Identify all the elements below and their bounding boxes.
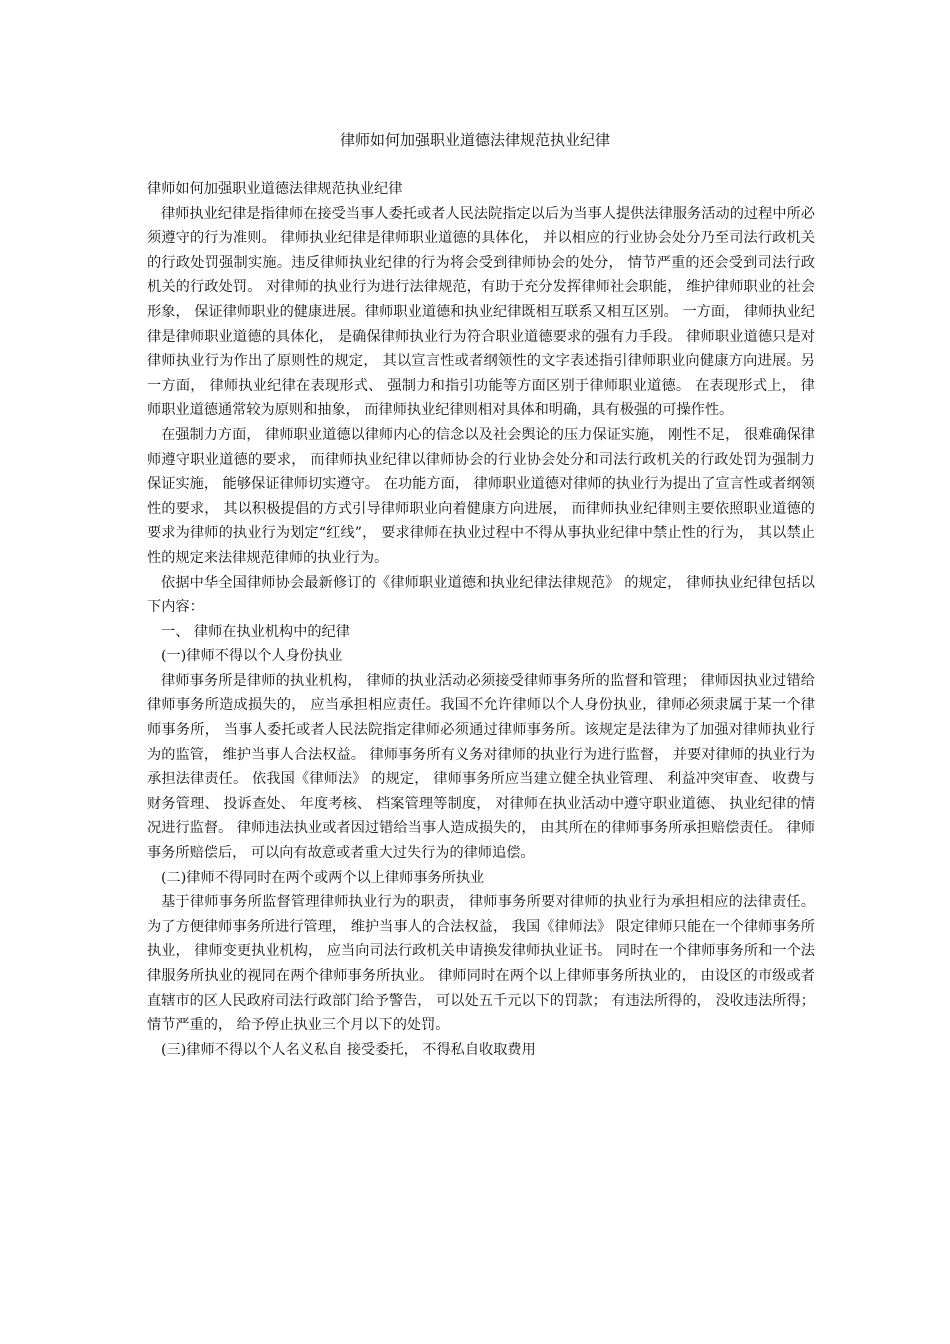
paragraph: 律师执业纪律是指律师在接受当事人委托或者人民法院指定以后为当事人提供法律服务活动的过程中所必须遵守的行为准则。 律师执业纪律是律师职业道德的具体化， 并以相应的行业协会处分乃至司法行政机关的行政处罚强制实施。违反律师执业纪律的行为将会受到律师协会的处分， 情节严重的还会受到司法行政机关的行政处罚。 对律师的执业行为进行法律规范，有助于充分发挥律师社会职能， 维护律师职业的社会形象， 保证律师职业的健康进展。律师职业道德和执业纪律既相互联系又相互区别。 一方面， 律师执业纪律是律师职业道德的具体化， 是确保律师执业行为符合职业道德要求的强有力手段。 律师职业道德只是对律师执业行为作出了原则性的规定， 其以宣言性或者纲领性的文字表述指引律师职业向健康方向进展。另一方面， 律师执业纪律在表现形式、 强制力和指引功能等方面区别于律师职业道德。 在表现形式上， 律师职业道德通常较为原则和抽象， 而律师执业纪律则相对具体和明确，具有极强的可操作性。 <box>147 205 815 419</box>
paragraph: 基于律师事务所监督管理律师执业行为的职责， 律师事务所要对律师的执业行为承担相应的法律责任。 为了方便律师事务所进行管理， 维护当事人的合法权益， 我国《律师法》 限定律师只能在一个律师事务所执业， 律师变更执业机构， 应当向司法行政机关申请换发律师执业证书。 同时在一个律师事务所和一个法律服务所执业的视同在两个律师事务所执业。 律师同时在两个以上律师事务所执业的， 由设区的市级或者直辖市的区人民政府司法行政部门给予警告， 可以处五千元以下的罚款； 有违法所得的， 没收违法所得； 情节严重的， 给予停止执业三个月以下的处罚。 <box>147 894 815 1034</box>
subsection-heading: (一)律师不得以个人身份执业 <box>161 648 343 665</box>
paragraph: 在强制力方面， 律师职业道德以律师内心的信念以及社会舆论的压力保证实施， 刚性不足， 很难确保律师遵守职业道德的要求， 而律师执业纪律以律师协会的行业协会处分和司法行政机关的行政处罚为强制力保证实施， 能够保证律师切实遵守。 在功能方面， 律师职业道德对律师的执业行为提出了宣言性或者纲领性的要求， 其以积极提倡的方式引导律师职业向着健康方向进展， 而律师执业纪律则主要依照职业道德的要求为律师的执业行为划定“红线”， 要求律师在执业过程中不得从事执业纪律中禁止性的行为， 其以禁止性的规定来法律规范律师的执业行为。 <box>147 426 815 566</box>
body-heading: 律师如何加强职业道德法律规范执业纪律 <box>147 181 403 197</box>
section-heading: 一、 律师在执业机构中的纪律 <box>161 623 350 640</box>
paragraph: 依据中华全国律师协会最新修订的《律师职业道德和执业纪律法律规范》 的规定， 律师执业纪律包括以下内容： <box>147 574 815 616</box>
paragraph: 律师事务所是律师的执业机构， 律师的执业活动必须接受律师事务所的监督和管理； 律师因执业过错给律师事务所造成损失的， 应当承担相应责任。我国不允许律师以个人身份执业，律师必须隶属于某一个律师事务所， 当事人委托或者人民法院指定律师必须通过律师事务所。该规定是法律为了加强对律师执业行为的监管， 维护当事人合法权益。 律师事务所有义务对律师的执业行为进行监督， 并要对律师的执业行为承担法律责任。 依我国《律师法》 的规定， 律师事务所应当建立健全执业管理、 利益冲突审查、 收费与财务管理、 投诉查处、 年度考核、 档案管理等制度， 对律师在执业活动中遵守职业道德、 执业纪律的情况进行监督。 律师违法执业或者因过错给当事人造成损失的， 由其所在的律师事务所承担赔偿责任。 律师事务所赔偿后， 可以向有故意或者重大过失行为的律师追偿。 <box>147 672 815 862</box>
subsection-heading: (二)律师不得同时在两个或两个以上律师事务所执业 <box>161 869 485 886</box>
subsection-heading: (三)律师不得以个人名义私自 接受委托， 不得私自收取费用 <box>161 1041 536 1058</box>
document-body <box>147 177 815 1062</box>
document-title: 律师如何加强职业道德法律规范执业纪律 <box>339 131 610 149</box>
